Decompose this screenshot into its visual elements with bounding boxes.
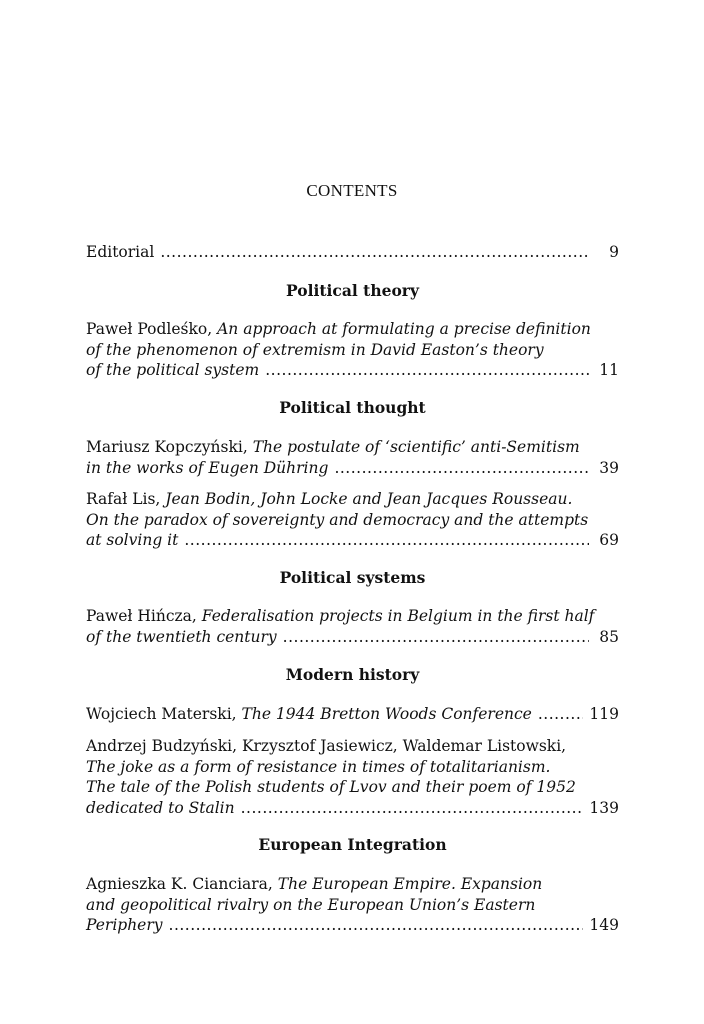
- dot-leader: [538, 704, 584, 725]
- entry-title-line: The 1944 Bretton Woods Conference: [241, 705, 532, 723]
- toc-entry-editorial[interactable]: [86, 242, 619, 263]
- entry-title-line: On the paradox of sovereignty and democracy and the attempts: [86, 510, 589, 529]
- toc-entry[interactable]: [86, 874, 619, 936]
- entry-title-line: The tale of the Polish students of Lvov and their poem of 1952: [86, 778, 576, 796]
- section-political-theory: [86, 281, 619, 300]
- section-heading: European Integration: [258, 835, 447, 854]
- page-number: 85: [599, 627, 619, 646]
- section-political-systems: [86, 568, 619, 587]
- section-heading: Political theory: [286, 281, 419, 300]
- entry-author: Mariusz Kopczyński,: [86, 438, 248, 456]
- entry-author: Rafał Lis,: [86, 490, 161, 508]
- page-number: 11: [599, 361, 619, 379]
- toc-entry[interactable]: [86, 606, 619, 647]
- page-title: CONTENTS: [306, 181, 398, 200]
- page-number: 39: [599, 458, 619, 477]
- entry-title-line: dedicated to Stalin: [86, 798, 235, 817]
- table-of-contents: [86, 242, 619, 263]
- page-number: 149: [589, 916, 619, 934]
- toc-entry[interactable]: [86, 736, 619, 818]
- section-heading: Political systems: [279, 568, 426, 587]
- dot-leader: [160, 242, 589, 263]
- toc-entry[interactable]: [86, 489, 619, 551]
- entry-title-line: The European Empire. Expansion: [277, 875, 543, 893]
- section-heading: Modern history: [285, 665, 420, 684]
- dot-leader: [184, 530, 589, 551]
- entry-title-line: The postulate of ‘scientific’ anti-Semitism: [252, 438, 580, 456]
- toc-entry[interactable]: [86, 437, 619, 478]
- section-political-thought: [86, 398, 619, 417]
- toc-entry[interactable]: [86, 704, 619, 725]
- entry-title-line: Periphery: [86, 916, 163, 934]
- editorial-label: Editorial: [86, 243, 155, 261]
- dot-leader: [283, 627, 589, 648]
- entry-author: Andrzej Budzyński, Krzysztof Jasiewicz, Waldemar Listowski,: [86, 737, 567, 755]
- toc-entry[interactable]: [86, 319, 619, 381]
- dot-leader: [265, 360, 589, 381]
- entry-title-line: at solving it: [86, 531, 179, 549]
- entry-author: Wojciech Materski,: [86, 705, 237, 723]
- section-modern-history: [86, 665, 619, 684]
- dot-leader: [334, 458, 589, 479]
- entry-title-line: in the works of Eugen Dühring: [86, 458, 329, 477]
- entry-title-line: The joke as a form of resistance in times of totalitarianism.: [86, 757, 551, 776]
- entry-title-line: of the twentieth century: [86, 627, 277, 646]
- page-number: 139: [589, 798, 619, 817]
- entry-title-line: and geopolitical rivalry on the European Union’s Eastern: [86, 895, 536, 914]
- dot-leader: [241, 798, 584, 819]
- dot-leader: [169, 915, 584, 936]
- entry-author: Agnieszka K. Cianciara,: [86, 875, 273, 893]
- page-number: 119: [589, 705, 619, 723]
- entry-title-line: of the political system: [86, 361, 260, 379]
- entry-title-line: Jean Bodin, John Locke and Jean Jacques Rousseau.: [165, 490, 573, 508]
- entry-title-line: Federalisation projects in Belgium in the first half: [201, 607, 595, 625]
- section-european-integration: [86, 835, 619, 854]
- page-number: 69: [599, 531, 619, 549]
- entry-title-line: An approach at formulating a precise definition: [217, 320, 591, 338]
- entry-author: Paweł Hińcza,: [86, 607, 197, 625]
- section-heading: Political thought: [279, 398, 426, 417]
- entry-author: Paweł Podleśko,: [86, 320, 213, 338]
- page-number: 9: [609, 243, 619, 261]
- entry-title-line: of the phenomenon of extremism in David Easton’s theory: [86, 340, 544, 359]
